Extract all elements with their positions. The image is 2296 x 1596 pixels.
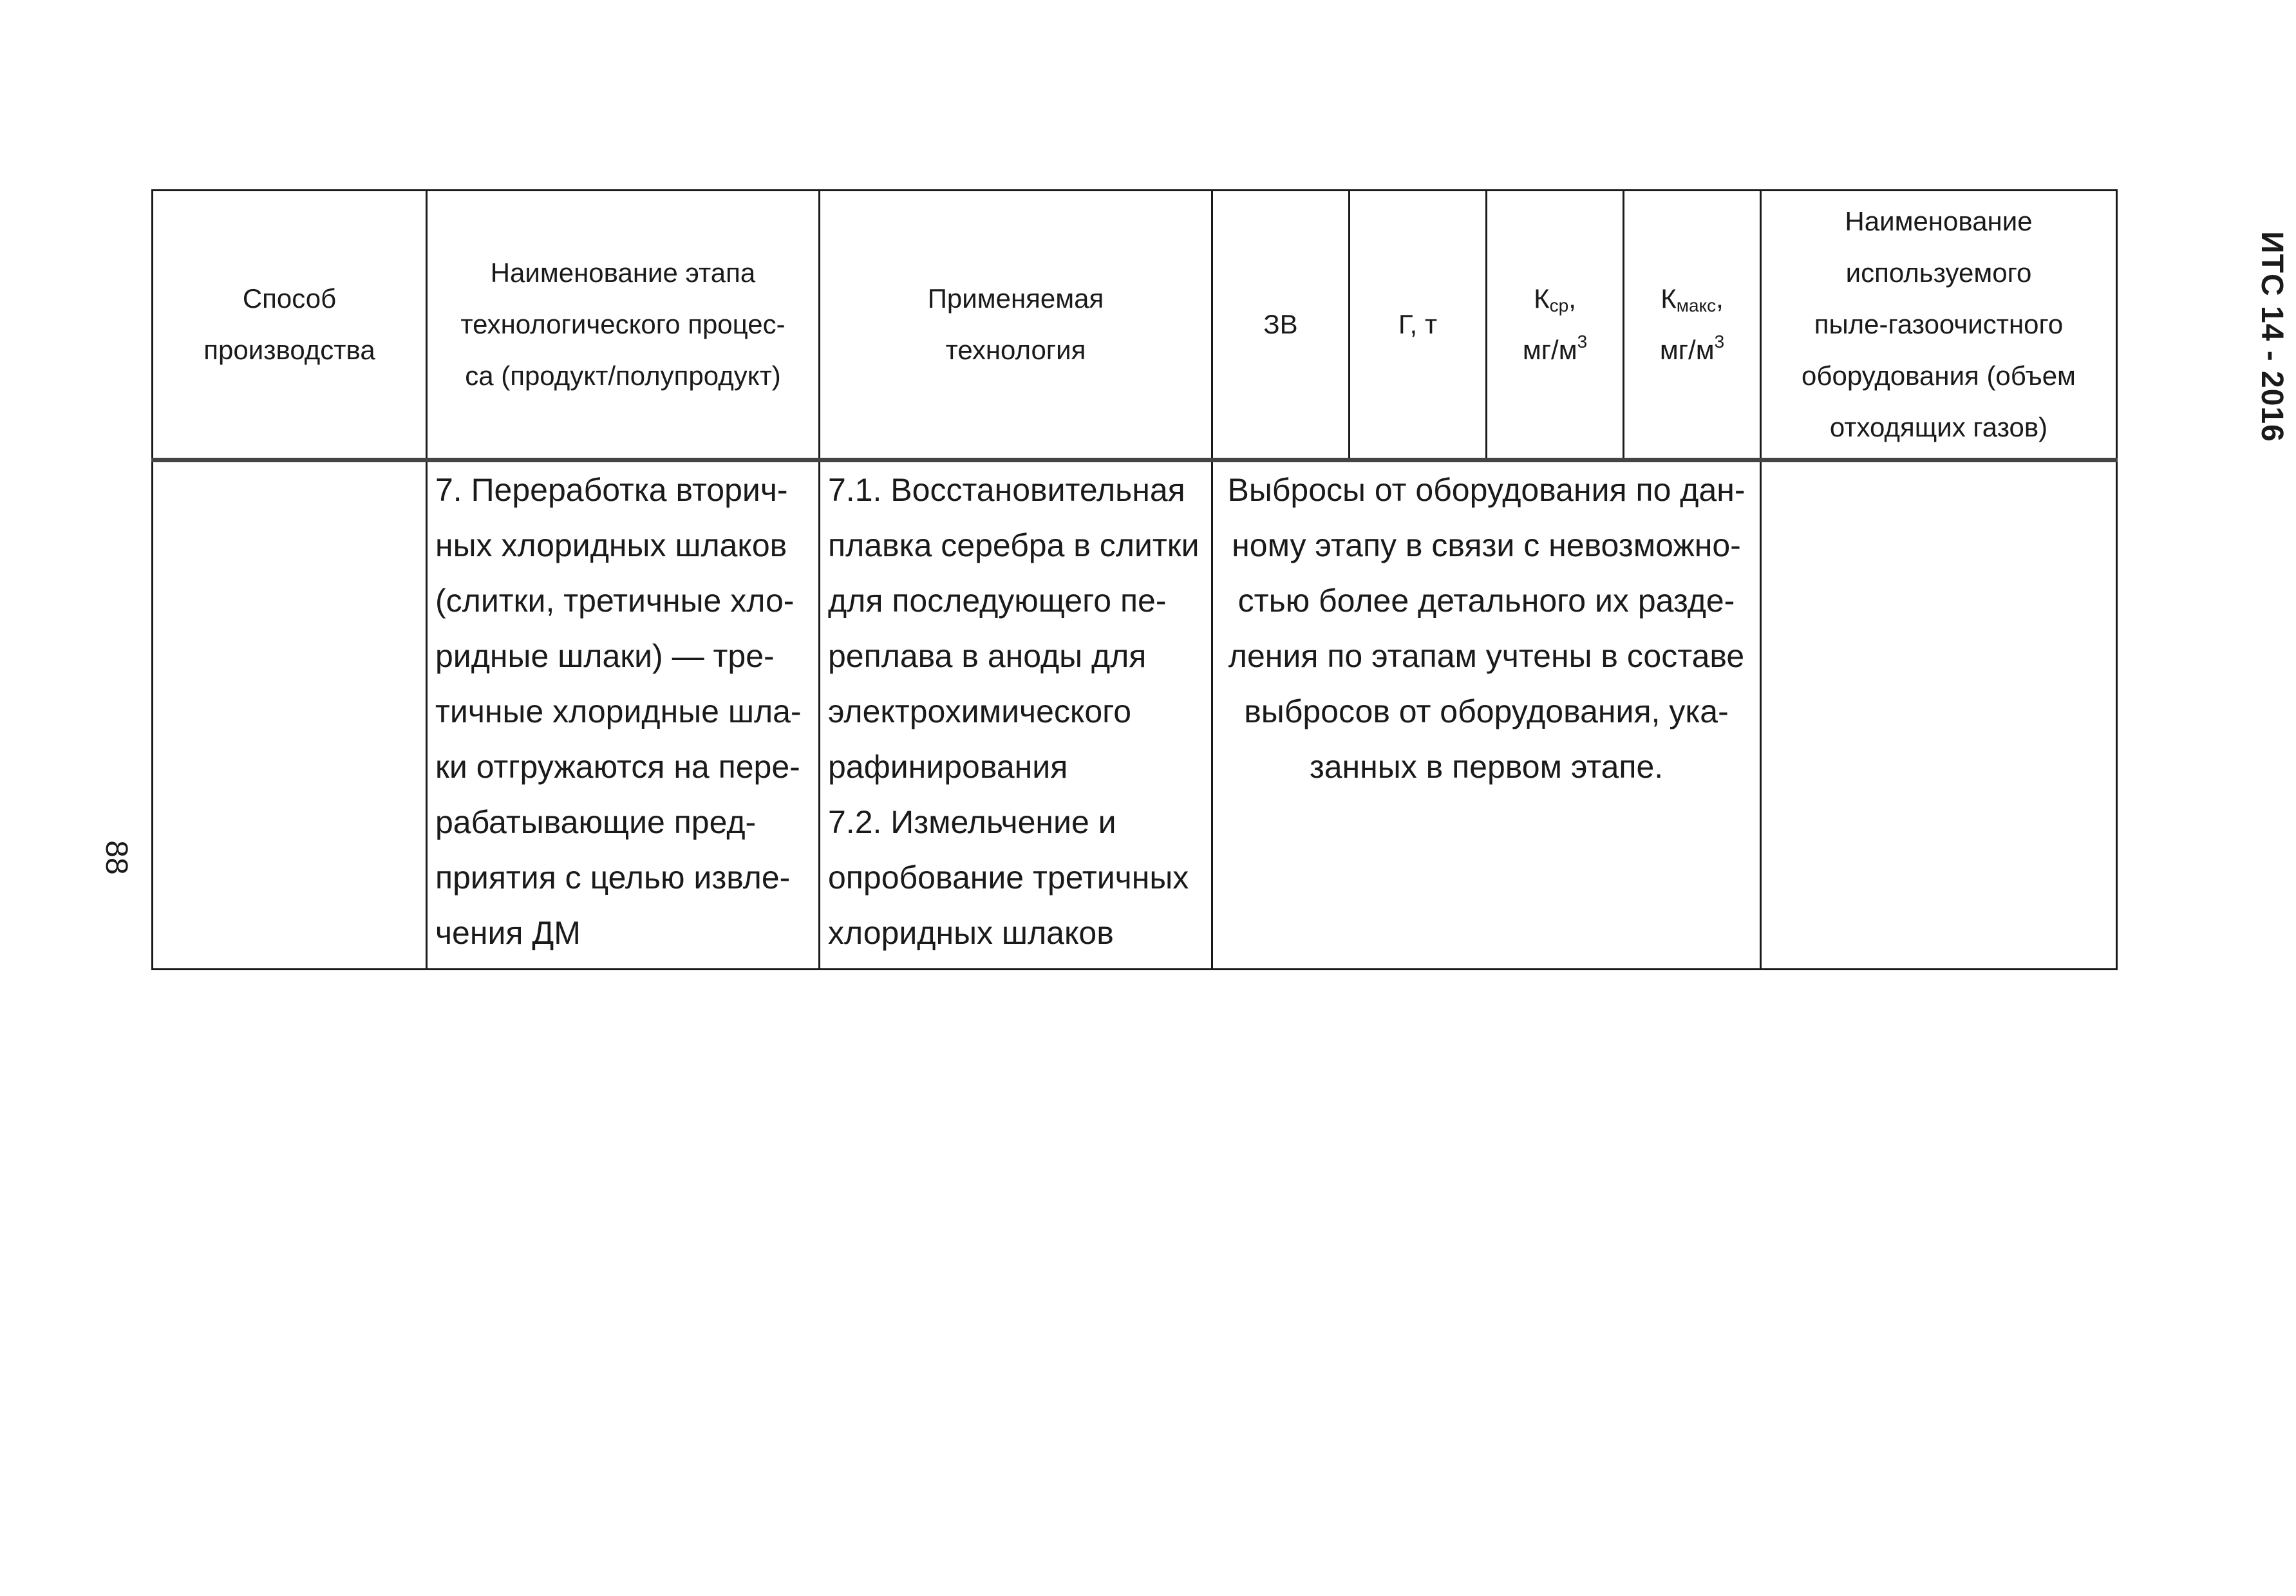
- kmax-unit: , мг/м: [1659, 283, 1724, 365]
- table-header-row: [153, 191, 2117, 460]
- header-equipment: Наименование используемого пыле-газоочистного оборудования (объем отходящих газов): [1761, 191, 2117, 460]
- kmax-subscript: макс: [1676, 296, 1717, 315]
- cell-emissions-note: Выбросы от оборудования по дан- ному этапу в связи с невозможно- стью более детального их разде- ления по этапам учтены в составе выбросов от оборудования, ука- занных в первом этапе.: [1212, 460, 1761, 970]
- cell-method: [153, 460, 427, 970]
- kcp-unit: , мг/м: [1522, 283, 1577, 365]
- page-number: 88: [99, 840, 133, 875]
- kcp-unit-power: 3: [1577, 332, 1588, 352]
- header-kmax: [1624, 191, 1761, 460]
- cell-technology: 7.1. Восстановительная плавка серебра в слитки для последующего пе- реплава в аноды для электрохимического рафинирования 7.2. Измельчение и опробование третичных хлоридных шлаков: [820, 460, 1212, 970]
- header-stage: Наименование этапа технологического процес- са (продукт/полупродукт): [427, 191, 820, 460]
- header-kcp: [1487, 191, 1624, 460]
- header-mass: Г, т: [1350, 191, 1487, 460]
- table-row: [153, 460, 2117, 970]
- running-header: ИТС 14 - 2016: [2255, 231, 2289, 442]
- kcp-symbol: К: [1534, 283, 1550, 314]
- header-technology: Применяемая технология: [820, 191, 1212, 460]
- header-pollutant: ЗВ: [1212, 191, 1350, 460]
- cell-equipment: [1761, 460, 2117, 970]
- kmax-symbol: К: [1661, 283, 1677, 314]
- cell-stage: 7. Переработка вторич- ных хлоридных шлаков (слитки, третичные хло- ридные шлаки) — тре- тичные хлоридные шла- ки отгружаются на пере- рабатывающие пред- приятия с целью извле- чения ДМ: [427, 460, 820, 970]
- emissions-table: [151, 189, 2118, 970]
- kcp-subscript: ср: [1549, 296, 1569, 315]
- kmax-unit-power: 3: [1714, 332, 1725, 352]
- header-method: Способ производства: [153, 191, 427, 460]
